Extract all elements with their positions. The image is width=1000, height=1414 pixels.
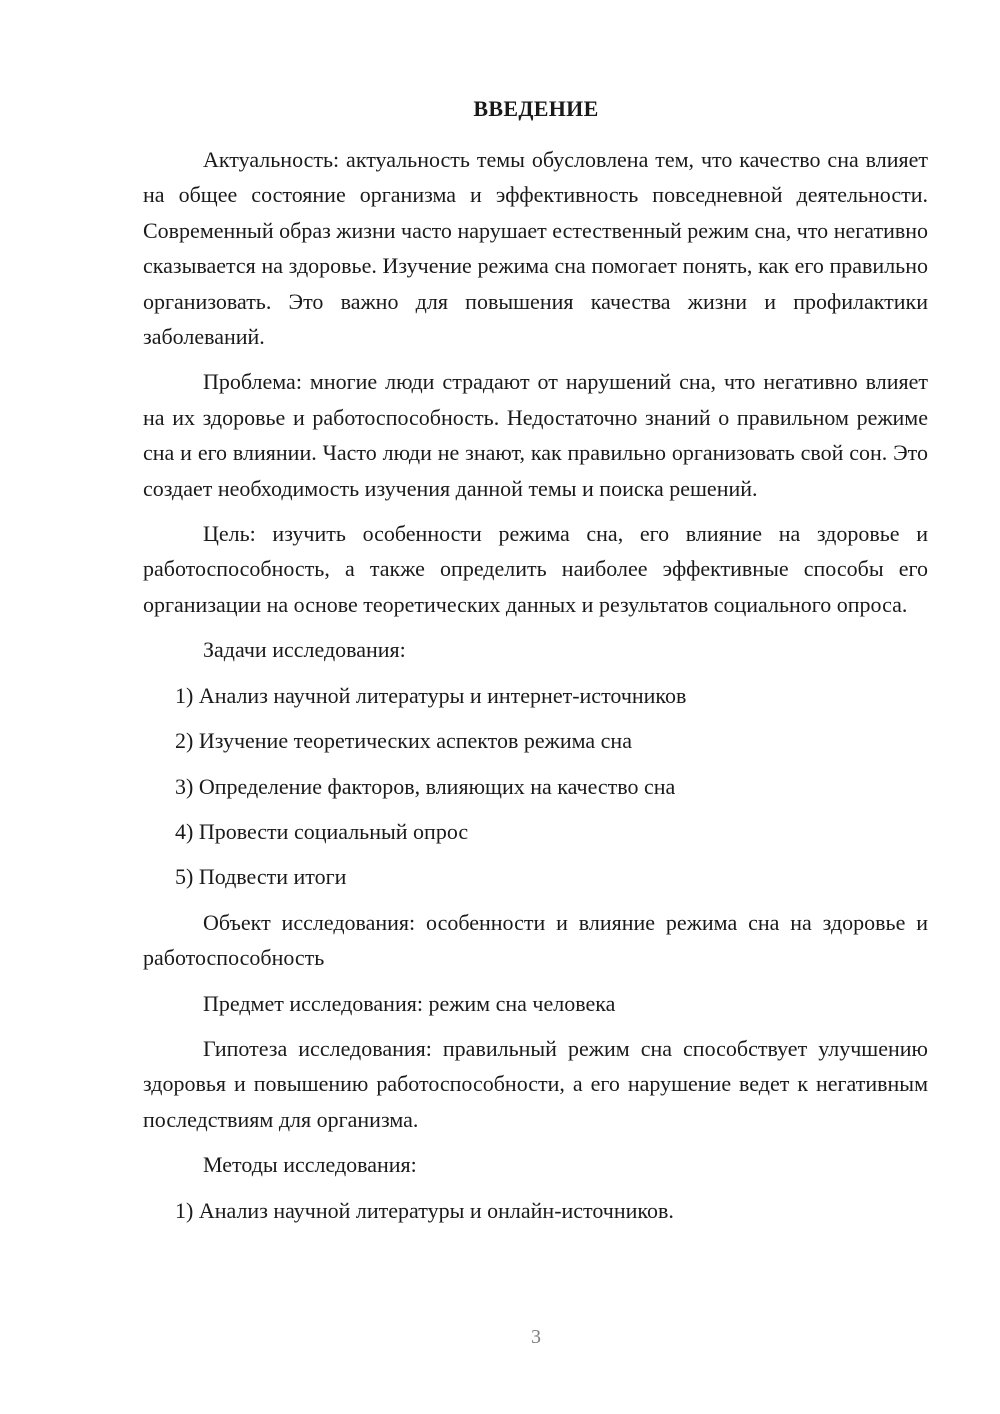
task-item: 1) Анализ научной литературы и интернет-источников bbox=[175, 682, 687, 708]
hypothesis-paragraph: Гипотеза исследования: правильный режим сна способствует улучшению здоровья и повышению работоспособности, а его нарушение ведет к негативным последствиям для организма. bbox=[143, 1035, 928, 1132]
object-paragraph: Объект исследования: особенности и влияние режима сна на здоровье и работоспособность bbox=[143, 909, 928, 971]
task-item: 4) Провести социальный опрос bbox=[175, 818, 469, 844]
problem-paragraph: Проблема: многие люди страдают от нарушений сна, что негативно влияет на их здоровье и работоспособность. Недостаточно знаний о правильном режиме сна и его влиянии. Часто люди не знают, как правильно организовать свой сон. Это создает необходимость изучения данной темы и поиска решений. bbox=[143, 369, 928, 501]
task-item: 2) Изучение теоретических аспектов режима сна bbox=[175, 728, 632, 754]
page-body bbox=[143, 142, 928, 1238]
tasks-heading: Задачи исследования: bbox=[203, 637, 406, 663]
page-title: ВВЕДЕНИЕ bbox=[473, 96, 599, 121]
method-item: 1) Анализ научной литературы и онлайн-источников. bbox=[175, 1197, 674, 1223]
page-number: 3 bbox=[531, 1326, 541, 1348]
subject-paragraph: Предмет исследования: режим сна человека bbox=[203, 990, 616, 1016]
relevance-paragraph: Актуальность: актуальность темы обусловлена тем, что качество сна влияет на общее состояние организма и эффективность повседневной деятельности. Современный образ жизни часто нарушает естественный режим сна, что негативно сказывается на здоровье. Изучение режима сна помогает понять, как его правильно организовать. Это важно для повышения качества жизни и профилактики заболеваний. bbox=[143, 147, 928, 350]
task-item: 5) Подвести итоги bbox=[175, 864, 347, 890]
methods-heading: Методы исследования: bbox=[203, 1152, 417, 1178]
goal-paragraph: Цель: изучить особенности режима сна, его влияние на здоровье и работоспособность, а также определить наиболее эффективные способы его организации на основе теоретических данных и результатов социального опроса. bbox=[143, 521, 928, 617]
task-item: 3) Определение факторов, влияющих на качество сна bbox=[175, 773, 676, 799]
